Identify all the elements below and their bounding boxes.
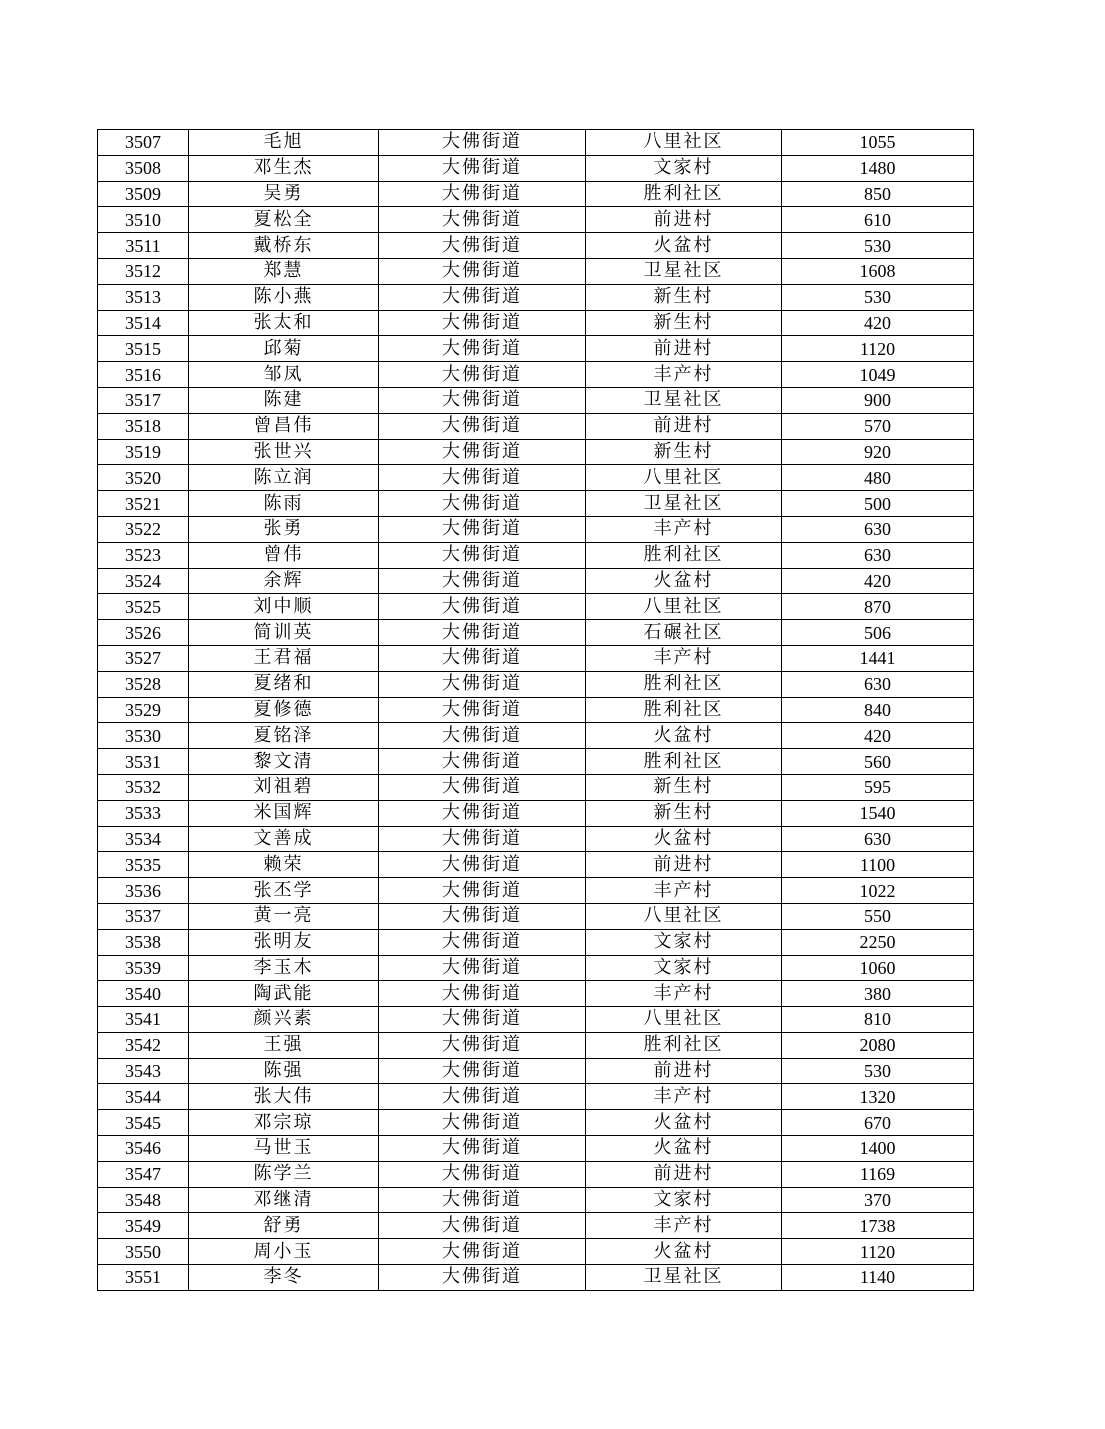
cell-street: 大佛街道: [379, 233, 586, 259]
cell-name: 张大伟: [189, 1084, 379, 1110]
cell-name: 夏铭泽: [189, 723, 379, 749]
cell-name: 邓继清: [189, 1187, 379, 1213]
cell-name: 陈雨: [189, 491, 379, 517]
cell-amount: 420: [782, 568, 974, 594]
cell-amount: 530: [782, 1058, 974, 1084]
cell-community: 丰产村: [586, 645, 782, 671]
cell-community: 卫星社区: [586, 258, 782, 284]
cell-name: 邓生杰: [189, 155, 379, 181]
cell-name: 余辉: [189, 568, 379, 594]
cell-amount: 1022: [782, 878, 974, 904]
cell-amount: 810: [782, 1007, 974, 1033]
table-row: [98, 258, 974, 284]
cell-name: 戴桥东: [189, 233, 379, 259]
cell-community: 卫星社区: [586, 1265, 782, 1291]
cell-amount: 1060: [782, 955, 974, 981]
cell-name: 张勇: [189, 516, 379, 542]
cell-serial-number: 3510: [98, 207, 189, 233]
cell-community: 文家村: [586, 155, 782, 181]
cell-community: 胜利社区: [586, 181, 782, 207]
table-row: [98, 1265, 974, 1291]
cell-street: 大佛街道: [379, 310, 586, 336]
cell-serial-number: 3507: [98, 130, 189, 156]
cell-amount: 420: [782, 310, 974, 336]
cell-amount: 610: [782, 207, 974, 233]
cell-name: 陈强: [189, 1058, 379, 1084]
cell-street: 大佛街道: [379, 852, 586, 878]
cell-community: 新生村: [586, 310, 782, 336]
cell-community: 卫星社区: [586, 387, 782, 413]
cell-amount: 1540: [782, 800, 974, 826]
cell-serial-number: 3535: [98, 852, 189, 878]
table-row: [98, 362, 974, 388]
cell-serial-number: 3530: [98, 723, 189, 749]
cell-name: 黄一亮: [189, 903, 379, 929]
cell-community: 胜利社区: [586, 1032, 782, 1058]
table-row: [98, 774, 974, 800]
cell-amount: 870: [782, 594, 974, 620]
cell-name: 陈立润: [189, 465, 379, 491]
cell-name: 邓宗琼: [189, 1110, 379, 1136]
cell-serial-number: 3550: [98, 1239, 189, 1265]
table-row: [98, 284, 974, 310]
cell-community: 火盆村: [586, 826, 782, 852]
cell-street: 大佛街道: [379, 955, 586, 981]
table-row: [98, 1058, 974, 1084]
cell-community: 丰产村: [586, 1084, 782, 1110]
cell-street: 大佛街道: [379, 903, 586, 929]
table-row: [98, 130, 974, 156]
cell-community: 前进村: [586, 1058, 782, 1084]
cell-amount: 1608: [782, 258, 974, 284]
cell-amount: 630: [782, 671, 974, 697]
cell-serial-number: 3538: [98, 929, 189, 955]
cell-name: 毛旭: [189, 130, 379, 156]
cell-serial-number: 3511: [98, 233, 189, 259]
cell-name: 王君福: [189, 645, 379, 671]
cell-serial-number: 3524: [98, 568, 189, 594]
cell-serial-number: 3531: [98, 749, 189, 775]
cell-community: 胜利社区: [586, 542, 782, 568]
cell-community: 丰产村: [586, 1213, 782, 1239]
cell-street: 大佛街道: [379, 1084, 586, 1110]
cell-street: 大佛街道: [379, 1007, 586, 1033]
cell-serial-number: 3543: [98, 1058, 189, 1084]
table-row: [98, 1110, 974, 1136]
cell-community: 胜利社区: [586, 671, 782, 697]
cell-street: 大佛街道: [379, 568, 586, 594]
table-row: [98, 929, 974, 955]
cell-serial-number: 3532: [98, 774, 189, 800]
table-row: [98, 155, 974, 181]
cell-serial-number: 3544: [98, 1084, 189, 1110]
cell-serial-number: 3517: [98, 387, 189, 413]
cell-amount: 920: [782, 439, 974, 465]
cell-serial-number: 3520: [98, 465, 189, 491]
cell-amount: 1049: [782, 362, 974, 388]
cell-name: 李冬: [189, 1265, 379, 1291]
cell-amount: 530: [782, 284, 974, 310]
cell-name: 简训英: [189, 620, 379, 646]
cell-amount: 630: [782, 516, 974, 542]
cell-community: 八里社区: [586, 130, 782, 156]
cell-amount: 1441: [782, 645, 974, 671]
cell-name: 马世玉: [189, 1136, 379, 1162]
cell-serial-number: 3527: [98, 645, 189, 671]
cell-name: 陈建: [189, 387, 379, 413]
cell-serial-number: 3540: [98, 981, 189, 1007]
cell-serial-number: 3508: [98, 155, 189, 181]
cell-name: 张丕学: [189, 878, 379, 904]
cell-serial-number: 3539: [98, 955, 189, 981]
table-row: [98, 1084, 974, 1110]
cell-street: 大佛街道: [379, 1032, 586, 1058]
cell-amount: 506: [782, 620, 974, 646]
table-row: [98, 387, 974, 413]
cell-community: 丰产村: [586, 981, 782, 1007]
cell-amount: 1169: [782, 1161, 974, 1187]
cell-community: 八里社区: [586, 903, 782, 929]
cell-serial-number: 3513: [98, 284, 189, 310]
cell-street: 大佛街道: [379, 723, 586, 749]
cell-serial-number: 3525: [98, 594, 189, 620]
table-row: [98, 491, 974, 517]
cell-name: 陈学兰: [189, 1161, 379, 1187]
cell-name: 曾伟: [189, 542, 379, 568]
cell-community: 火盆村: [586, 568, 782, 594]
cell-street: 大佛街道: [379, 336, 586, 362]
cell-amount: 2080: [782, 1032, 974, 1058]
cell-serial-number: 3529: [98, 697, 189, 723]
cell-street: 大佛街道: [379, 774, 586, 800]
cell-amount: 1120: [782, 1239, 974, 1265]
cell-community: 火盆村: [586, 1239, 782, 1265]
table-row: [98, 516, 974, 542]
table-row: [98, 981, 974, 1007]
cell-street: 大佛街道: [379, 181, 586, 207]
cell-street: 大佛街道: [379, 981, 586, 1007]
cell-serial-number: 3512: [98, 258, 189, 284]
table-row: [98, 207, 974, 233]
cell-street: 大佛街道: [379, 620, 586, 646]
cell-serial-number: 3551: [98, 1265, 189, 1291]
table-row: [98, 671, 974, 697]
cell-community: 丰产村: [586, 362, 782, 388]
cell-serial-number: 3516: [98, 362, 189, 388]
cell-serial-number: 3509: [98, 181, 189, 207]
table-row: [98, 1213, 974, 1239]
cell-serial-number: 3533: [98, 800, 189, 826]
cell-name: 黎文清: [189, 749, 379, 775]
cell-street: 大佛街道: [379, 1110, 586, 1136]
cell-serial-number: 3534: [98, 826, 189, 852]
cell-community: 火盆村: [586, 233, 782, 259]
cell-amount: 480: [782, 465, 974, 491]
table-row: [98, 800, 974, 826]
cell-serial-number: 3528: [98, 671, 189, 697]
cell-serial-number: 3547: [98, 1161, 189, 1187]
cell-name: 陈小燕: [189, 284, 379, 310]
cell-community: 文家村: [586, 955, 782, 981]
table-row: [98, 955, 974, 981]
table-row: [98, 1032, 974, 1058]
cell-community: 石碾社区: [586, 620, 782, 646]
cell-community: 文家村: [586, 1187, 782, 1213]
cell-street: 大佛街道: [379, 130, 586, 156]
cell-serial-number: 3523: [98, 542, 189, 568]
cell-serial-number: 3526: [98, 620, 189, 646]
cell-amount: 630: [782, 826, 974, 852]
cell-street: 大佛街道: [379, 1187, 586, 1213]
table-row: [98, 310, 974, 336]
cell-amount: 850: [782, 181, 974, 207]
cell-name: 王强: [189, 1032, 379, 1058]
table-row: [98, 749, 974, 775]
table-row: [98, 465, 974, 491]
cell-community: 卫星社区: [586, 491, 782, 517]
cell-community: 胜利社区: [586, 697, 782, 723]
cell-name: 张明友: [189, 929, 379, 955]
cell-amount: 595: [782, 774, 974, 800]
cell-amount: 380: [782, 981, 974, 1007]
cell-amount: 1140: [782, 1265, 974, 1291]
subsidy-table: [97, 129, 974, 1291]
cell-street: 大佛街道: [379, 542, 586, 568]
cell-name: 舒勇: [189, 1213, 379, 1239]
cell-name: 陶武能: [189, 981, 379, 1007]
table-row: [98, 697, 974, 723]
cell-amount: 560: [782, 749, 974, 775]
cell-community: 八里社区: [586, 465, 782, 491]
cell-name: 夏修德: [189, 697, 379, 723]
cell-serial-number: 3545: [98, 1110, 189, 1136]
table-row: [98, 233, 974, 259]
cell-amount: 370: [782, 1187, 974, 1213]
cell-street: 大佛街道: [379, 1265, 586, 1291]
cell-street: 大佛街道: [379, 1136, 586, 1162]
cell-community: 前进村: [586, 1161, 782, 1187]
cell-amount: 630: [782, 542, 974, 568]
cell-street: 大佛街道: [379, 207, 586, 233]
table-row: [98, 1136, 974, 1162]
table-row: [98, 181, 974, 207]
cell-serial-number: 3518: [98, 413, 189, 439]
cell-community: 新生村: [586, 774, 782, 800]
cell-serial-number: 3548: [98, 1187, 189, 1213]
cell-street: 大佛街道: [379, 749, 586, 775]
cell-serial-number: 3541: [98, 1007, 189, 1033]
cell-serial-number: 3546: [98, 1136, 189, 1162]
cell-community: 八里社区: [586, 594, 782, 620]
cell-amount: 1320: [782, 1084, 974, 1110]
cell-community: 火盆村: [586, 1136, 782, 1162]
cell-community: 前进村: [586, 336, 782, 362]
cell-amount: 1400: [782, 1136, 974, 1162]
cell-serial-number: 3549: [98, 1213, 189, 1239]
cell-amount: 670: [782, 1110, 974, 1136]
cell-street: 大佛街道: [379, 1239, 586, 1265]
cell-name: 夏松全: [189, 207, 379, 233]
cell-serial-number: 3537: [98, 903, 189, 929]
table-row: [98, 620, 974, 646]
table-row: [98, 903, 974, 929]
cell-community: 新生村: [586, 439, 782, 465]
table-row: [98, 542, 974, 568]
table-row: [98, 1161, 974, 1187]
cell-street: 大佛街道: [379, 1161, 586, 1187]
cell-street: 大佛街道: [379, 413, 586, 439]
cell-street: 大佛街道: [379, 439, 586, 465]
cell-amount: 530: [782, 233, 974, 259]
cell-name: 周小玉: [189, 1239, 379, 1265]
cell-street: 大佛街道: [379, 800, 586, 826]
table-row: [98, 723, 974, 749]
cell-name: 邹凤: [189, 362, 379, 388]
cell-community: 前进村: [586, 413, 782, 439]
table-row: [98, 878, 974, 904]
cell-name: 吴勇: [189, 181, 379, 207]
table-row: [98, 439, 974, 465]
cell-name: 张太和: [189, 310, 379, 336]
cell-name: 李玉木: [189, 955, 379, 981]
table-row: [98, 852, 974, 878]
cell-amount: 1480: [782, 155, 974, 181]
cell-serial-number: 3522: [98, 516, 189, 542]
table-row: [98, 1239, 974, 1265]
cell-street: 大佛街道: [379, 671, 586, 697]
cell-street: 大佛街道: [379, 697, 586, 723]
cell-amount: 900: [782, 387, 974, 413]
cell-community: 火盆村: [586, 1110, 782, 1136]
cell-amount: 570: [782, 413, 974, 439]
cell-community: 丰产村: [586, 878, 782, 904]
table-row: [98, 594, 974, 620]
cell-serial-number: 3515: [98, 336, 189, 362]
cell-community: 前进村: [586, 852, 782, 878]
cell-serial-number: 3521: [98, 491, 189, 517]
cell-name: 邱菊: [189, 336, 379, 362]
cell-name: 郑慧: [189, 258, 379, 284]
cell-street: 大佛街道: [379, 387, 586, 413]
cell-amount: 1055: [782, 130, 974, 156]
cell-street: 大佛街道: [379, 516, 586, 542]
table-row: [98, 826, 974, 852]
cell-name: 赖荣: [189, 852, 379, 878]
cell-amount: 500: [782, 491, 974, 517]
cell-street: 大佛街道: [379, 878, 586, 904]
cell-amount: 550: [782, 903, 974, 929]
cell-serial-number: 3514: [98, 310, 189, 336]
table-row: [98, 645, 974, 671]
cell-community: 新生村: [586, 800, 782, 826]
cell-amount: 420: [782, 723, 974, 749]
cell-amount: 2250: [782, 929, 974, 955]
cell-serial-number: 3519: [98, 439, 189, 465]
cell-community: 前进村: [586, 207, 782, 233]
cell-community: 文家村: [586, 929, 782, 955]
cell-street: 大佛街道: [379, 929, 586, 955]
table-row: [98, 413, 974, 439]
cell-serial-number: 3542: [98, 1032, 189, 1058]
cell-name: 颜兴素: [189, 1007, 379, 1033]
cell-street: 大佛街道: [379, 594, 586, 620]
cell-amount: 840: [782, 697, 974, 723]
cell-street: 大佛街道: [379, 645, 586, 671]
cell-amount: 1120: [782, 336, 974, 362]
table-row: [98, 568, 974, 594]
cell-name: 米国辉: [189, 800, 379, 826]
cell-name: 张世兴: [189, 439, 379, 465]
cell-street: 大佛街道: [379, 826, 586, 852]
cell-street: 大佛街道: [379, 258, 586, 284]
cell-community: 八里社区: [586, 1007, 782, 1033]
cell-amount: 1738: [782, 1213, 974, 1239]
cell-name: 曾昌伟: [189, 413, 379, 439]
cell-name: 刘祖碧: [189, 774, 379, 800]
cell-name: 刘中顺: [189, 594, 379, 620]
table-row: [98, 1007, 974, 1033]
cell-serial-number: 3536: [98, 878, 189, 904]
table-row: [98, 336, 974, 362]
cell-name: 文善成: [189, 826, 379, 852]
cell-name: 夏绪和: [189, 671, 379, 697]
cell-street: 大佛街道: [379, 155, 586, 181]
cell-street: 大佛街道: [379, 1058, 586, 1084]
cell-community: 胜利社区: [586, 749, 782, 775]
cell-street: 大佛街道: [379, 1213, 586, 1239]
cell-community: 丰产村: [586, 516, 782, 542]
cell-community: 新生村: [586, 284, 782, 310]
table-body: [98, 130, 974, 1291]
cell-street: 大佛街道: [379, 362, 586, 388]
cell-street: 大佛街道: [379, 465, 586, 491]
cell-amount: 1100: [782, 852, 974, 878]
cell-street: 大佛街道: [379, 284, 586, 310]
cell-street: 大佛街道: [379, 491, 586, 517]
table-row: [98, 1187, 974, 1213]
cell-community: 火盆村: [586, 723, 782, 749]
